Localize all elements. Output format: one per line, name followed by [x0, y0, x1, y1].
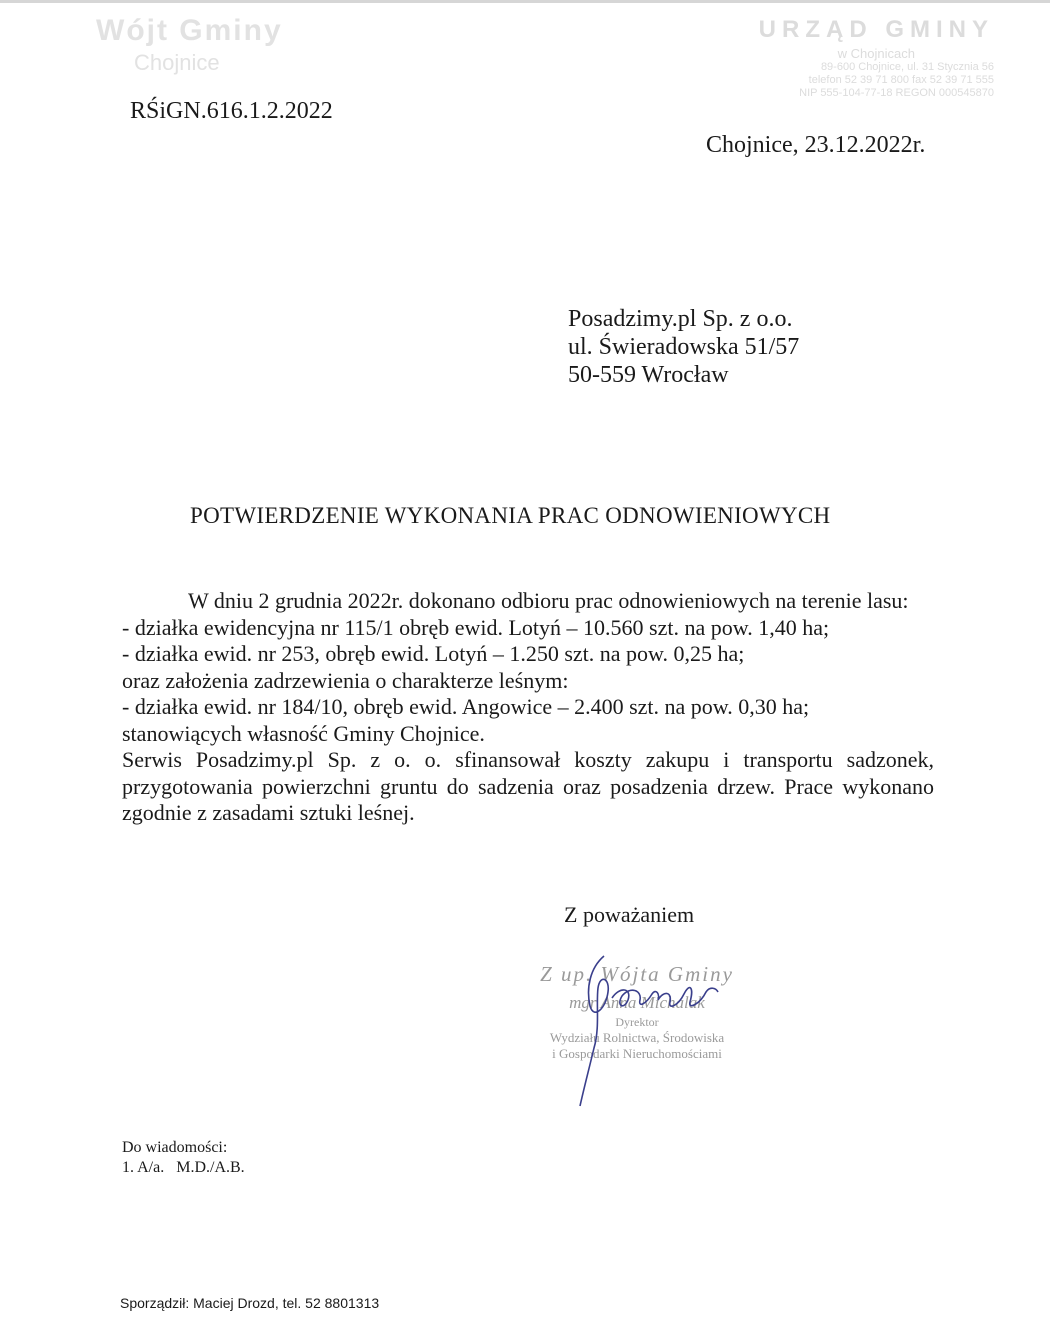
handwritten-signature	[560, 948, 750, 1110]
closing-phrase: Z poważaniem	[564, 902, 695, 927]
intro-paragraph: W dniu 2 grudnia 2022r. dokonano odbioru prac odnowieniowych na terenie lasu:	[188, 588, 909, 613]
office-stamp-line2: 89-600 Chojnice, ul. 31 Stycznia 56	[820, 61, 994, 73]
recipient-name: Posadzimy.pl Sp. z o.o.	[568, 306, 793, 332]
mayor-stamp-line1: Wójt Gminy	[96, 14, 283, 47]
mayor-stamp	[96, 14, 283, 76]
reference-number: RŚiGN.616.1.2.2022	[130, 98, 333, 124]
recipient-address	[568, 305, 799, 389]
office-stamp-title: URZĄD GMINY	[758, 16, 994, 43]
page-top-border	[0, 0, 1050, 3]
financing-paragraph: Serwis Posadzimy.pl Sp. z o. o. sfinansował koszty zakupu i transportu sadzonek, przygotowania powierzchni gruntu do sadzenia oraz posadzenia drzew. Prace wykonano zgodnie z zasadami sztuki leśnej.	[122, 747, 934, 825]
distribution-note	[122, 1138, 245, 1178]
mayor-stamp-line2: Chojnice	[134, 50, 220, 75]
office-stamp-line4: NIP 555-104-77-18 REGON 000545870	[799, 87, 994, 99]
office-stamp	[759, 16, 994, 100]
signature-stamp-line5: i Gospodarki Nieruchomościami	[552, 1046, 722, 1061]
signature-stamp-line4: Wydziału Rolnictwa, Środowiska	[549, 1030, 725, 1045]
plot-item-1: - działka ewidencyjna nr 115/1 obręb ewid. Lotyń – 10.560 szt. na pow. 1,40 ha;	[122, 614, 830, 640]
document-title: POTWIERDZENIE WYKONANIA PRAC ODNOWIENIOWYCH	[190, 503, 831, 528]
plot-item-3: - działka ewid. nr 184/10, obręb ewid. Angowice – 2.400 szt. na pow. 0,30 ha;	[122, 694, 810, 719]
recipient-city: 50-559 Wrocław	[568, 362, 729, 388]
signature-stamp-line1: Z up. Wójta Gminy	[540, 962, 734, 986]
signature-stamp-line3: Dyrektor	[615, 1015, 659, 1029]
office-stamp-line3: telefon 52 39 71 800 fax 52 39 71 555	[808, 74, 994, 86]
distribution-item: 1. A/a. M.D./A.B.	[122, 1159, 245, 1176]
letter-body	[122, 588, 934, 827]
ownership-line: stanowiących własność Gminy Chojnice.	[122, 720, 485, 746]
afforestation-line: oraz założenia zadrzewienia o charakterze leśnym:	[122, 667, 569, 693]
recipient-street: ul. Świeradowska 51/57	[568, 334, 800, 360]
office-stamp-line1: w Chojnicach	[837, 46, 915, 61]
distribution-label: Do wiadomości:	[122, 1139, 228, 1156]
document-date: Chojnice, 23.12.2022r.	[706, 132, 926, 158]
prepared-by: Sporządził: Maciej Drozd, tel. 52 8801313	[120, 1295, 380, 1311]
plot-item-2: - działka ewid. nr 253, obręb ewid. Lotyń – 1.250 szt. na pow. 0,25 ha;	[122, 641, 745, 666]
signature-stamp-line2: mgr Anna Michalak	[569, 993, 705, 1012]
